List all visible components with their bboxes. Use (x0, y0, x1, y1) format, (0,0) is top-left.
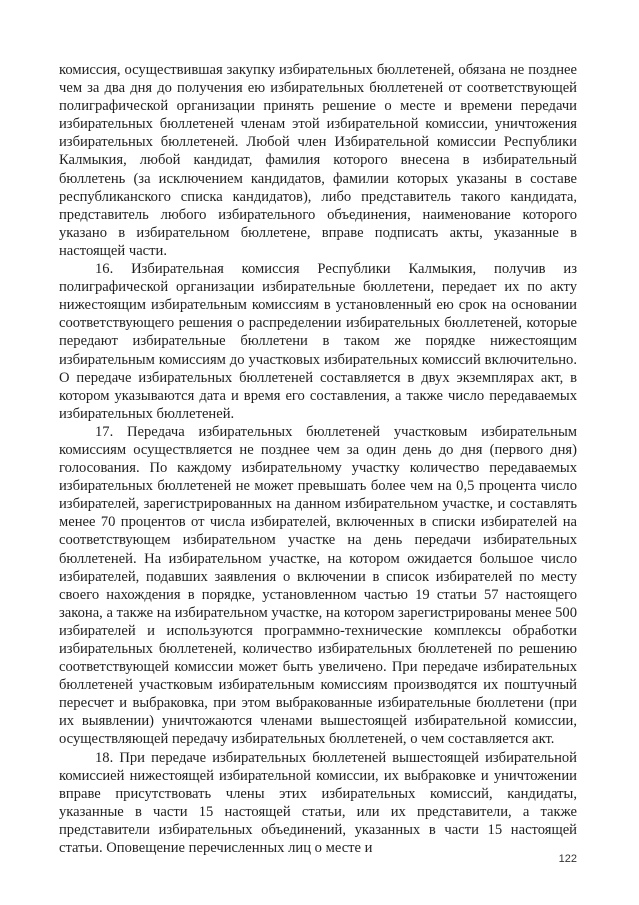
paragraph-item-16: 16. Избирательная комиссия Республики Калмыкия, получив из полиграфической организации избирательные бюллетени, передает их по акту нижестоящим избирательным комиссиям в установленный ею срок на основании соответствующего решения о распределении избирательных бюллетеней, которые передают избирательные бюллетени в таком же порядке нижестоящим избирательным комиссиям до участковых избирательных комиссий включительно. О передаче избирательных бюллетеней составляется в двух экземплярах акт, в котором указываются дата и время его составления, а также число передаваемых избирательных бюллетеней. (59, 261, 577, 422)
paragraph-continuation: комиссия, осуществившая закупку избирательных бюллетеней, обязана не позднее чем за два дня до получения ею избирательных бюллетеней от соответствующей полиграфической организации принять решение о месте и времени передачи избирательных бюллетеней членам этой избирательной комиссии, уничтожения избирательных бюллетеней. Любой член Избирательной комиссии Республики Калмыкия, любой кандидат, фамилия которого внесена в избирательный бюллетень (за исключением кандидатов, фамилии которых указаны в составе республиканского списка кандидатов), либо представитель такого кандидата, представитель любого избирательного объединения, наименование которого указано в избирательном бюллетене, вправе подписать акты, указанные в настоящей части. (59, 62, 577, 259)
paragraph-item-18: 18. При передаче избирательных бюллетеней вышестоящей избирательной комиссией нижестоящей избирательной комиссии, их выбраковке и уничтожении вправе присутствовать члены этих избирательных комиссий, кандидаты, указанные в части 15 настоящей статьи, или их представители, а также представители избирательных объединений, указанных в части 15 настоящей статьи. Оповещение перечисленных лиц о месте и (59, 749, 577, 857)
paragraph-item-17: 17. Передача избирательных бюллетеней участковым избирательным комиссиям осуществляется не позднее чем за один день до дня (первого дня) голосования. По каждому избирательному участку количество передаваемых избирательных бюллетеней не может превышать более чем на 0,5 процента число избирателей, зарегистрированных на данном избирательном участке, и составлять менее 70 процентов от числа избирателей, включенных в списки избирателей на соответствующем избирательном участке на день передачи избирательных бюллетеней. На избирательном участке, на котором ожидается большое число избирателей, подавших заявления о включении в список избирателей по месту своего нахождения в порядке, установленном частью 19 статьи 57 настоящего закона, а также на избирательном участке, на котором зарегистрированы менее 500 избирателей и используются программно-технические комплексы обработки избирательных бюллетеней, количество избирательных бюллетеней по решению соответствующей комиссии может быть увеличено. При передаче избирательных бюллетеней участковым избирательным комиссиям производятся их поштучный пересчет и выбраковка, при этом выбракованные избирательные бюллетени (при их выявлении) уничтожаются членами вышестоящей избирательной комиссии, осуществляющей передачу избирательных бюллетеней, о чем составляется акт. (59, 423, 577, 748)
document-body (59, 61, 577, 857)
page-number: 122 (558, 853, 577, 865)
